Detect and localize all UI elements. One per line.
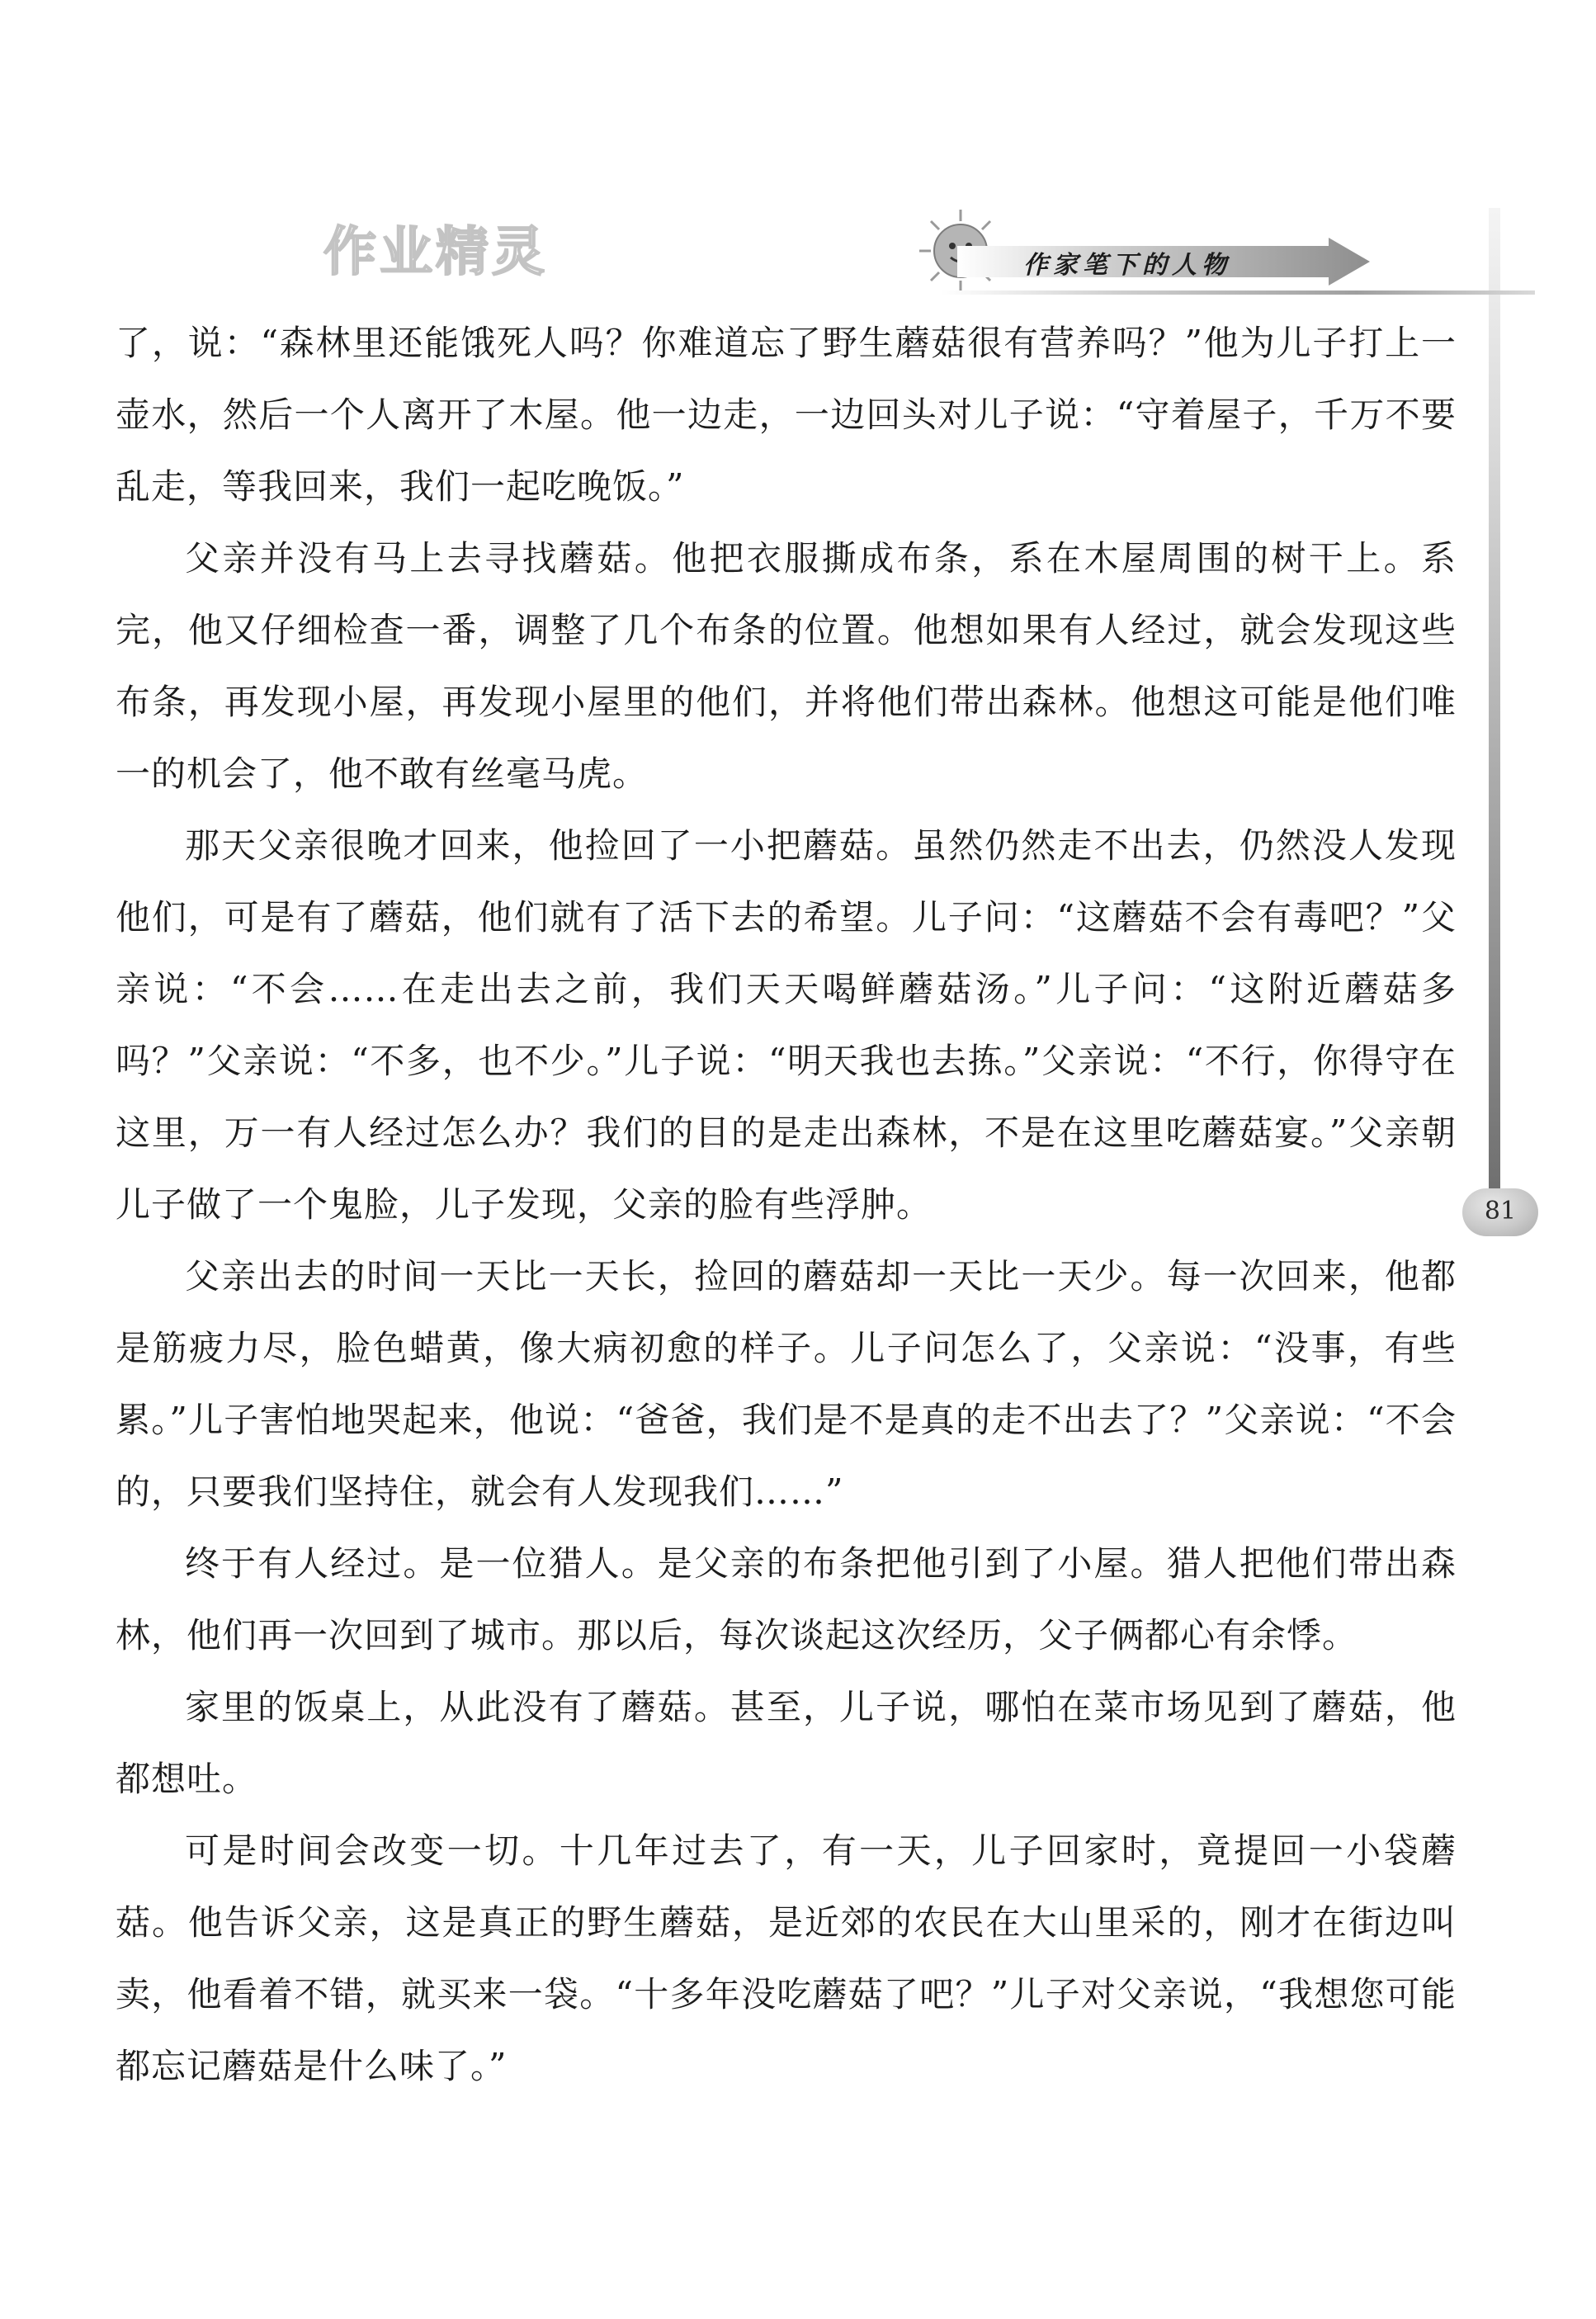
body-text (116, 307, 1457, 2102)
header-rule (941, 290, 1535, 295)
page-number: 81 (1484, 1197, 1517, 1226)
watermark: 作业精灵 (323, 222, 548, 283)
paragraph: 那天父亲很晚才回来，他捡回了一小把蘑菇。虽然仍然走不出去，仍然没人发现他们，可是有了蘑菇，他们就有了活下去的希望。儿子问：“这蘑菇不会有毒吧？”父亲说：“不会……在走出去之前，我们天天喝鲜蘑菇汤。”儿子问：“这附近蘑菇多吗？”父亲说：“不多，也不少。”儿子说：“明天我也去拣。”父亲说：“不行，你得守在这里，万一有人经过怎么办？我们的目的是走出森林，不是在这里吃蘑菇宴。”父亲朝儿子做了一个鬼脸，儿子发现，父亲的脸有些浮肿。 (116, 825, 1457, 1225)
paragraph: 家里的饭桌上，从此没有了蘑菇。甚至，儿子说，哪怕在菜市场见到了蘑菇，他都想吐。 (116, 1687, 1457, 1799)
paragraph: 了，说：“森林里还能饿死人吗？你难道忘了野生蘑菇很有营养吗？”他为儿子打上一壶水，然后一个人离开了木屋。他一边走，一边回头对儿子说：“守着屋子，千万不要乱走，等我回来，我们一起吃晚饭。” (116, 323, 1457, 507)
paragraph: 父亲出去的时间一天比一天长，捡回的蘑菇却一天比一天少。每一次回来，他都是筋疲力尽，脸色蜡黄，像大病初愈的样子。儿子问怎么了，父亲说：“没事，有些累。”儿子害怕地哭起来，他说：“爸爸，我们是不是真的走不出去了？”父亲说：“不会的，只要我们坚持住，就会有人发现我们……” (116, 1256, 1457, 1512)
paragraph: 父亲并没有马上去寻找蘑菇。他把衣服撕成布条，系在木屋周围的树干上。系完，他又仔细检查一番，调整了几个布条的位置。他想如果有人经过，就会发现这些布条，再发现小屋，再发现小屋里的他们，并将他们带出森林。他想这可能是他们唯一的机会了，他不敢有丝毫马虎。 (116, 538, 1457, 794)
side-rule (1489, 208, 1500, 1207)
paragraph: 终于有人经过。是一位猎人。是父亲的布条把他引到了小屋。猎人把他们带出森林，他们再一次回到了城市。那以后，每次谈起这次经历，父子俩都心有余悸。 (116, 1543, 1457, 1655)
section-title: 作家笔下的人物 (1023, 251, 1231, 280)
paragraph: 可是时间会改变一切。十几年过去了，有一天，儿子回家时，竟提回一小袋蘑菇。他告诉父亲，这是真正的野生蘑菇，是近郊的农民在大山里采的，刚才在街边叫卖，他看着不错，就买来一袋。“十多年没吃蘑菇了吧？”儿子对父亲说，“我想您可能都忘记蘑菇是什么味了。” (116, 1830, 1457, 2086)
